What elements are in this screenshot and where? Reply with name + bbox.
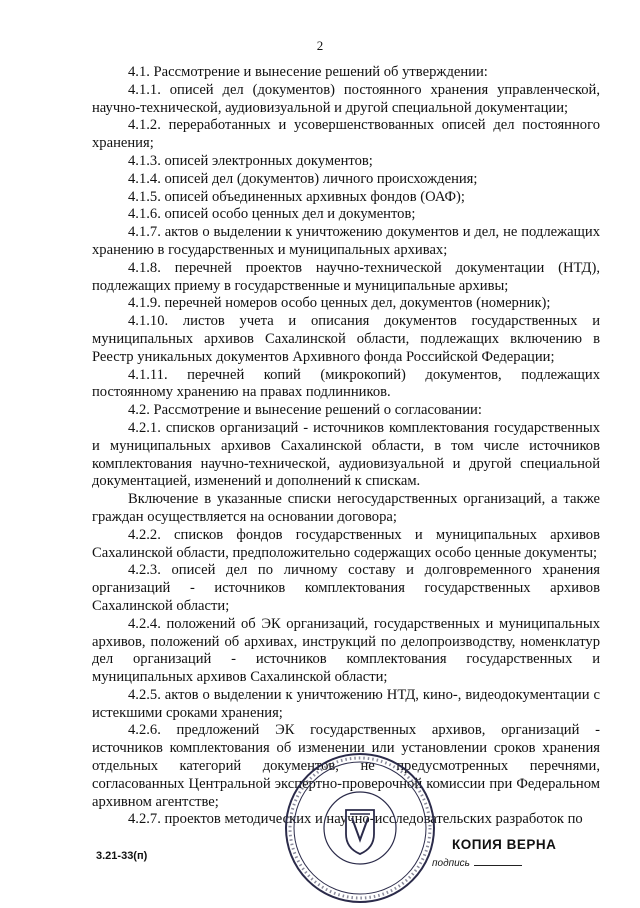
paragraph: 4.2.4. положений об ЭК организаций, государственных и муниципальных архивов, положений об архивах, инструкций по делопроизводству, номенклатур дел организаций - источников комплектования государственных и муниципальных архивов Сахалинской области; bbox=[92, 615, 600, 686]
paragraph: 4.2.3. описей дел по личному составу и долговременного хранения организаций - источников комплектования государственных архивов Сахалинской области; bbox=[92, 562, 600, 614]
signature-label: подпись bbox=[432, 858, 470, 869]
paragraph: 4.1.8. перечней проектов научно-технической документации (НТД), подлежащих приему в государственные и муниципальные архивы; bbox=[92, 259, 600, 294]
paragraph: 4.2.5. актов о выделении к уничтожению НТД, кино-, видеодокументации с истекшими сроками хранения; bbox=[92, 686, 600, 721]
paragraph: 4.1.11. перечней копий (микрокопий) документов, подлежащих постоянному хранению на правах подлинников. bbox=[92, 366, 600, 401]
paragraph: 4.2.6. предложений ЭК государственных архивов, организаций - источников комплектования об изменении или установлении сроков хранения отдельных категорий документов, не предусмотренных перечнями, согласованных Центральной экспертно-проверочной комиссии при Федеральном архивном агентстве; bbox=[92, 722, 600, 810]
document-body bbox=[92, 64, 600, 829]
paragraph: 4.1.3. описей электронных документов; bbox=[128, 152, 373, 169]
page-number: 2 bbox=[316, 38, 324, 53]
signature-line bbox=[432, 858, 522, 869]
paragraph: 4.1.10. листов учета и описания документов государственных и муниципальных архивов Сахалинской области, подлежащих включению в Реестр уникальных документов Архивного фонда Российской Федерации; bbox=[92, 313, 600, 365]
paragraph: 4.1.7. актов о выделении к уничтожению документов и дел, не подлежащих хранению в государственных и муниципальных архивах; bbox=[92, 224, 600, 258]
paragraph: 4.2.2. списков фондов государственных и муниципальных архивов Сахалинской области, предположительно содержащих особо ценные документы; bbox=[92, 526, 600, 561]
paragraph: Включение в указанные списки негосударственных организаций, а также граждан осуществляется на основании договора; bbox=[92, 491, 600, 525]
paragraph: 4.1.9. перечней номеров особо ценных дел, документов (номерник); bbox=[128, 295, 551, 312]
paragraph: 4.1.5. описей объединенных архивных фондов (ОАФ); bbox=[128, 188, 465, 205]
paragraph: 4.1.1. описей дел (документов) постоянного хранения управленческой, научно-технической, аудиовизуальной и другой специальной документации; bbox=[92, 81, 600, 116]
paragraph: 4.2.7. проектов методических и научно-исследовательских разработок по bbox=[128, 811, 583, 828]
official-seal-stamp bbox=[280, 748, 440, 908]
document-code: 3.21-33(п) bbox=[96, 850, 148, 862]
handwritten-signature bbox=[474, 865, 522, 866]
paragraph: 4.1.6. описей особо ценных дел и документов; bbox=[128, 206, 416, 223]
paragraph: 4.1.4. описей дел (документов) личного происхождения; bbox=[128, 170, 478, 187]
paragraph: 4.1. Рассмотрение и вынесение решений об утверждении: bbox=[128, 64, 488, 80]
copy-certified-mark: КОПИЯ ВЕРНА bbox=[452, 837, 557, 852]
paragraph: 4.2.1. списков организаций - источников комплектования государственных и муниципальных архивов Сахалинской области, в том числе источников комплектования научно-технической, аудиовизуальной и другой специальной документацией, изменений и дополнений к спискам. bbox=[92, 419, 600, 490]
paragraph: 4.1.2. переработанных и усовершенствованных описей дел постоянного хранения; bbox=[92, 117, 600, 152]
paragraph: 4.2. Рассмотрение и вынесение решений о согласовании: bbox=[128, 402, 482, 419]
